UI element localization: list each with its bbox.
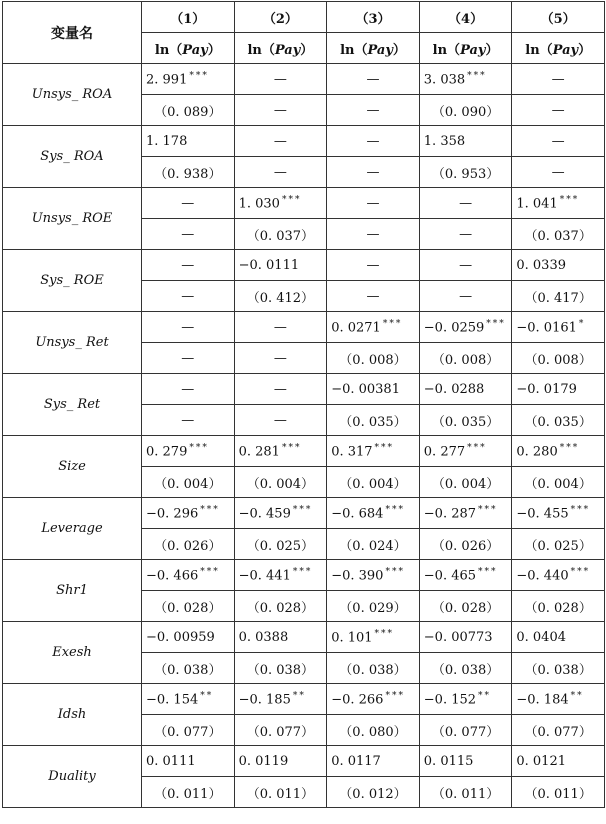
standard-error-cell: — (142, 281, 235, 312)
dep-suffix: ） (578, 42, 592, 58)
standard-error-cell: — (327, 281, 420, 312)
significance-stars: *** (189, 70, 209, 81)
standard-error-cell: （0. 011） (419, 777, 512, 808)
coefficient-value: 0. 279 (146, 444, 188, 460)
coefficient-value: — (459, 257, 473, 273)
coefficient-cell (234, 312, 327, 343)
regression-table (2, 1, 605, 808)
dep-suffix: ） (207, 42, 221, 58)
coefficient-value: — (459, 195, 473, 211)
coefficient-value: 1. 358 (423, 133, 466, 149)
coefficient-value: −0. 287 (423, 506, 477, 522)
coefficient-cell (234, 250, 327, 281)
coefficient-cell (419, 188, 512, 219)
dep-suffix: ） (485, 42, 499, 58)
coefficient-value: 1. 041 (516, 196, 558, 212)
coefficient-cell (327, 64, 420, 95)
coefficient-value: 0. 280 (516, 444, 558, 460)
standard-error-cell: （0. 025） (512, 529, 605, 560)
standard-error-cell: （0. 004） (142, 467, 235, 498)
dep-var: Pay (274, 42, 301, 58)
coefficient-value: −0. 466 (146, 568, 199, 584)
standard-error-cell: （0. 011） (234, 777, 327, 808)
column-number-2: （2） (234, 2, 327, 33)
standard-error-cell: （0. 038） (142, 653, 235, 684)
coefficient-cell (142, 312, 235, 343)
coefficient-value: — (551, 133, 565, 149)
coefficient-value: −0. 459 (238, 506, 291, 522)
standard-error-cell: （0. 004） (327, 467, 420, 498)
variable-name: Unsys_ Ret (3, 312, 142, 374)
coefficient-value: — (366, 71, 380, 87)
significance-stars: *** (200, 566, 220, 577)
coefficient-row (3, 746, 605, 777)
significance-stars: ** (478, 690, 492, 701)
coefficient-cell (327, 436, 420, 467)
standard-error-cell: （0. 038） (512, 653, 605, 684)
standard-error-cell: （0. 025） (234, 529, 327, 560)
coefficient-value: −0. 0179 (516, 381, 577, 397)
dep-var: Pay (552, 42, 579, 58)
significance-stars: *** (385, 566, 405, 577)
significance-stars: ** (292, 690, 306, 701)
coefficient-cell (234, 684, 327, 715)
standard-error-cell: （0. 011） (512, 777, 605, 808)
standard-error-cell: （0. 012） (327, 777, 420, 808)
significance-stars: ** (200, 690, 214, 701)
coefficient-value: 0. 0121 (516, 753, 566, 769)
coefficient-value: −0. 00959 (146, 629, 215, 645)
standard-error-cell: — (327, 157, 420, 188)
significance-stars: *** (374, 442, 395, 453)
coefficient-value: 0. 0115 (423, 753, 474, 769)
coefficient-cell (327, 498, 420, 529)
dep-prefix: ln（ (154, 42, 183, 58)
coefficient-value: 0. 0339 (516, 257, 566, 273)
coefficient-cell (142, 684, 235, 715)
coefficient-row (3, 498, 605, 529)
standard-error-cell: — (327, 219, 420, 250)
coefficient-row (3, 126, 605, 157)
coefficient-cell (142, 746, 235, 777)
coefficient-value: −0. 455 (516, 506, 569, 522)
standard-error-cell: （0. 038） (234, 653, 327, 684)
significance-stars: *** (559, 442, 580, 453)
coefficient-value: 0. 101 (331, 630, 373, 646)
coefficient-cell (142, 622, 235, 653)
standard-error-cell: （0. 029） (327, 591, 420, 622)
standard-error-cell: （0. 077） (512, 715, 605, 746)
coefficient-value: — (551, 71, 565, 87)
significance-stars: *** (570, 566, 591, 577)
dependent-variable-3 (327, 33, 420, 64)
dep-prefix: ln（ (432, 42, 461, 58)
coefficient-cell (512, 188, 605, 219)
significance-stars: *** (189, 442, 209, 453)
coefficient-value: −0. 184 (516, 692, 569, 708)
variable-name-header: 变量名 (3, 2, 142, 64)
dependent-variable-1 (142, 33, 235, 64)
coefficient-cell (142, 560, 235, 591)
dep-var: Pay (460, 42, 486, 58)
coefficient-value: 0. 281 (238, 444, 280, 460)
significance-stars: *** (467, 70, 487, 81)
coefficient-cell (512, 746, 605, 777)
standard-error-cell: （0. 080） (327, 715, 420, 746)
coefficient-row (3, 312, 605, 343)
coefficient-cell (419, 312, 512, 343)
standard-error-cell: （0. 077） (234, 715, 327, 746)
standard-error-cell: （0. 028） (419, 591, 512, 622)
coefficient-cell (419, 374, 512, 405)
variable-name: Duality (3, 746, 142, 808)
coefficient-cell (419, 622, 512, 653)
standard-error-cell: （0. 026） (142, 529, 235, 560)
coefficient-value: 0. 317 (331, 444, 373, 460)
table-header (3, 2, 605, 64)
standard-error-cell: （0. 011） (142, 777, 235, 808)
coefficient-cell (142, 436, 235, 467)
significance-stars: *** (281, 194, 302, 205)
standard-error-cell: （0. 008） (512, 343, 605, 374)
coefficient-value: — (366, 133, 380, 149)
coefficient-cell (419, 436, 512, 467)
significance-stars: *** (478, 566, 498, 577)
coefficient-cell (327, 746, 420, 777)
coefficient-value: −0. 441 (238, 568, 291, 584)
coefficient-value: — (366, 257, 380, 273)
standard-error-cell: — (142, 219, 235, 250)
coefficient-cell (327, 374, 420, 405)
standard-error-cell: — (142, 405, 235, 436)
standard-error-cell: （0. 038） (327, 653, 420, 684)
coefficient-cell (234, 622, 327, 653)
variable-name: Idsh (3, 684, 142, 746)
coefficient-value: −0. 684 (331, 506, 384, 522)
coefficient-value: 2. 991 (146, 72, 188, 88)
standard-error-cell: （0. 037） (234, 219, 327, 250)
standard-error-cell: （0. 038） (419, 653, 512, 684)
coefficient-cell (512, 684, 605, 715)
coefficient-cell (512, 250, 605, 281)
coefficient-cell (512, 560, 605, 591)
coefficient-value: −0. 152 (423, 692, 477, 708)
significance-stars: *** (382, 318, 403, 329)
coefficient-cell (419, 498, 512, 529)
coefficient-cell (142, 250, 235, 281)
significance-stars: * (578, 318, 586, 329)
header-row-numbers (3, 2, 605, 33)
standard-error-cell: （0. 089） (142, 95, 235, 126)
coefficient-value: −0. 296 (146, 506, 199, 522)
standard-error-cell: （0. 004） (234, 467, 327, 498)
coefficient-value: −0. 0161 (516, 320, 577, 336)
coefficient-value: −0. 266 (331, 692, 384, 708)
coefficient-value: 0. 0119 (238, 753, 289, 769)
standard-error-cell: — (512, 95, 605, 126)
column-number-1: （1） (142, 2, 235, 33)
coefficient-cell (142, 64, 235, 95)
coefficient-value: 0. 0404 (516, 629, 566, 645)
significance-stars: ** (570, 690, 584, 701)
coefficient-cell (234, 126, 327, 157)
coefficient-value: — (273, 381, 287, 397)
coefficient-value: — (273, 319, 287, 335)
coefficient-cell (512, 498, 605, 529)
coefficient-cell (142, 188, 235, 219)
coefficient-cell (234, 64, 327, 95)
coefficient-cell (327, 560, 420, 591)
coefficient-cell (512, 64, 605, 95)
coefficient-cell (327, 622, 420, 653)
standard-error-cell: （0. 035） (327, 405, 420, 436)
coefficient-value: −0. 154 (146, 692, 199, 708)
coefficient-row (3, 64, 605, 95)
significance-stars: *** (374, 628, 395, 639)
coefficient-value: −0. 390 (331, 568, 384, 584)
coefficient-value: −0. 185 (238, 692, 291, 708)
coefficient-value: — (181, 319, 195, 335)
coefficient-value: −0. 440 (516, 568, 569, 584)
column-number-5: （5） (512, 2, 605, 33)
dependent-variable-5 (512, 33, 605, 64)
standard-error-cell: （0. 008） (419, 343, 512, 374)
coefficient-value: 0. 0271 (331, 320, 381, 336)
standard-error-cell: — (512, 157, 605, 188)
coefficient-cell (234, 188, 327, 219)
coefficient-value: — (181, 257, 195, 273)
coefficient-cell (234, 374, 327, 405)
standard-error-cell: （0. 026） (419, 529, 512, 560)
coefficient-cell (327, 126, 420, 157)
dependent-variable-2 (234, 33, 327, 64)
coefficient-row (3, 188, 605, 219)
coefficient-cell (234, 560, 327, 591)
significance-stars: *** (385, 690, 405, 701)
significance-stars: *** (385, 504, 405, 515)
standard-error-cell: — (234, 405, 327, 436)
significance-stars: *** (486, 318, 506, 329)
coefficient-cell (234, 746, 327, 777)
significance-stars: *** (559, 194, 580, 205)
coefficient-value: 0. 0111 (146, 753, 196, 769)
variable-name: Shr1 (3, 560, 142, 622)
coefficient-value: −0. 0111 (238, 257, 300, 273)
variable-name: Leverage (3, 498, 142, 560)
coefficient-cell (234, 498, 327, 529)
coefficient-cell (234, 436, 327, 467)
variable-name: Sys_ ROA (3, 126, 142, 188)
standard-error-cell: （0. 008） (327, 343, 420, 374)
standard-error-cell: — (142, 343, 235, 374)
dep-prefix: ln（ (340, 42, 368, 58)
coefficient-value: — (273, 133, 287, 149)
significance-stars: *** (570, 504, 591, 515)
coefficient-value: 3. 038 (423, 72, 466, 88)
variable-name: Unsys_ ROA (3, 64, 142, 126)
dep-prefix: ln（ (525, 42, 553, 58)
coefficient-cell (512, 374, 605, 405)
coefficient-value: 0. 277 (423, 444, 466, 460)
standard-error-cell: （0. 077） (419, 715, 512, 746)
standard-error-cell: — (419, 281, 512, 312)
coefficient-row (3, 436, 605, 467)
coefficient-cell (419, 684, 512, 715)
coefficient-cell (142, 126, 235, 157)
coefficient-cell (512, 622, 605, 653)
coefficient-cell (142, 498, 235, 529)
standard-error-cell: （0. 035） (512, 405, 605, 436)
standard-error-cell: （0. 035） (419, 405, 512, 436)
variable-name: Sys_ Ret (3, 374, 142, 436)
coefficient-value: −0. 465 (423, 568, 477, 584)
coefficient-cell (512, 126, 605, 157)
standard-error-cell: — (234, 95, 327, 126)
standard-error-cell: （0. 412） (234, 281, 327, 312)
coefficient-row (3, 560, 605, 591)
coefficient-row (3, 684, 605, 715)
standard-error-cell: — (234, 157, 327, 188)
coefficient-cell (419, 126, 512, 157)
coefficient-cell (327, 312, 420, 343)
variable-name: Unsys_ ROE (3, 188, 142, 250)
variable-name: Exesh (3, 622, 142, 684)
standard-error-cell: （0. 028） (142, 591, 235, 622)
significance-stars: *** (478, 504, 498, 515)
table-body (3, 64, 605, 808)
coefficient-value: — (366, 195, 380, 211)
standard-error-cell: （0. 024） (327, 529, 420, 560)
standard-error-cell: （0. 028） (234, 591, 327, 622)
standard-error-cell: （0. 004） (512, 467, 605, 498)
coefficient-value: −0. 00381 (331, 381, 400, 397)
coefficient-value: 1. 030 (238, 196, 280, 212)
standard-error-cell: （0. 077） (142, 715, 235, 746)
coefficient-cell (142, 374, 235, 405)
coefficient-cell (419, 64, 512, 95)
standard-error-cell: （0. 953） (419, 157, 512, 188)
coefficient-value: −0. 0259 (423, 320, 485, 336)
standard-error-cell: （0. 037） (512, 219, 605, 250)
coefficient-cell (419, 560, 512, 591)
coefficient-value: −0. 0288 (423, 381, 485, 397)
coefficient-cell (419, 250, 512, 281)
dep-suffix: ） (392, 42, 406, 58)
coefficient-cell (327, 684, 420, 715)
standard-error-cell: — (327, 95, 420, 126)
coefficient-cell (327, 188, 420, 219)
dep-suffix: ） (300, 42, 314, 58)
standard-error-cell: （0. 004） (419, 467, 512, 498)
coefficient-row (3, 374, 605, 405)
coefficient-row (3, 622, 605, 653)
coefficient-value: −0. 00773 (423, 629, 493, 645)
column-number-3: （3） (327, 2, 420, 33)
standard-error-cell: — (234, 343, 327, 374)
significance-stars: *** (292, 566, 313, 577)
standard-error-cell: （0. 938） (142, 157, 235, 188)
dependent-variable-4 (419, 33, 512, 64)
standard-error-cell: （0. 417） (512, 281, 605, 312)
coefficient-cell (512, 312, 605, 343)
dep-prefix: ln（ (247, 42, 275, 58)
variable-name: Sys_ ROE (3, 250, 142, 312)
coefficient-value: — (181, 381, 195, 397)
significance-stars: *** (281, 442, 302, 453)
dep-var: Pay (367, 42, 393, 58)
standard-error-cell: （0. 090） (419, 95, 512, 126)
coefficient-value: 1. 178 (146, 133, 188, 149)
coefficient-value: 0. 0388 (238, 629, 289, 645)
standard-error-cell: — (419, 219, 512, 250)
significance-stars: *** (292, 504, 313, 515)
coefficient-cell (327, 250, 420, 281)
coefficient-cell (512, 436, 605, 467)
coefficient-value: — (273, 71, 287, 87)
column-number-4: （4） (419, 2, 512, 33)
variable-name: Size (3, 436, 142, 498)
significance-stars: *** (200, 504, 220, 515)
coefficient-row (3, 250, 605, 281)
dep-var: Pay (182, 42, 208, 58)
significance-stars: *** (467, 442, 487, 453)
standard-error-cell: （0. 028） (512, 591, 605, 622)
coefficient-cell (419, 746, 512, 777)
coefficient-value: 0. 0117 (331, 753, 381, 769)
coefficient-value: — (181, 195, 195, 211)
